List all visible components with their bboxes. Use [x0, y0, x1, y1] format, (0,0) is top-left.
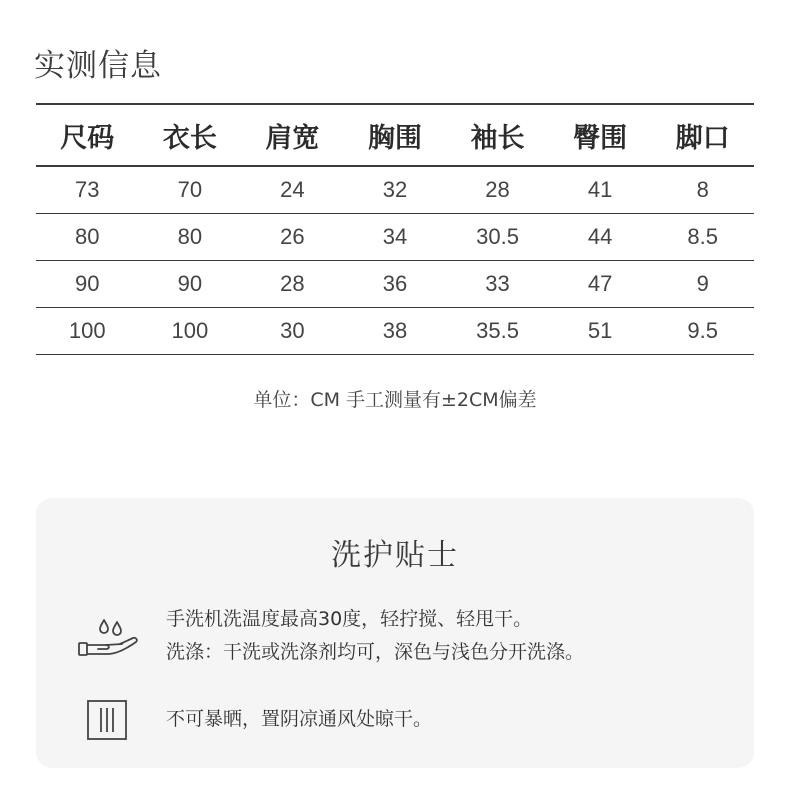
table-cell: 38 [382, 318, 408, 343]
wash-line-2: 洗涤：干洗或洗涤剂均可，深色与浅色分开洗涤。 [166, 641, 585, 663]
size-table [36, 103, 754, 355]
care-tips-title: 洗护贴士 [331, 538, 459, 573]
table-cell: 34 [382, 224, 408, 249]
wash-line-1: 手洗机洗温度最高30度，轻拧搅、轻甩干。 [166, 608, 533, 630]
table-cell: 9 [696, 271, 709, 296]
table-row [36, 166, 754, 214]
table-cell: 44 [587, 224, 613, 249]
table-cell: 9.5 [687, 318, 718, 343]
table-cell: 100 [171, 318, 209, 343]
table-cell: 32 [382, 177, 408, 202]
header-hip: 臀围 [573, 122, 628, 154]
table-cell: 73 [75, 177, 100, 202]
care-tips-panel [36, 498, 754, 768]
table-cell: 30.5 [476, 224, 519, 249]
table-cell: 70 [177, 177, 203, 202]
header-length: 衣长 [162, 122, 217, 154]
table-cell: 100 [68, 318, 106, 343]
table-cell: 47 [587, 271, 613, 296]
table-cell: 51 [587, 318, 613, 343]
table-cell: 8.5 [687, 224, 718, 249]
section-title: 实测信息 [34, 48, 162, 84]
table-cell: 35.5 [476, 318, 519, 343]
measurement-note: 单位：CM 手工测量有±2CM偏差 [253, 389, 537, 411]
header-hem: 脚口 [675, 122, 730, 154]
table-cell: 24 [280, 177, 305, 202]
table-cell: 8 [696, 177, 709, 202]
table-row [36, 214, 754, 261]
table-cell: 33 [485, 271, 510, 296]
table-cell: 80 [177, 224, 203, 249]
header-sleeve: 袖长 [470, 122, 525, 154]
table-row [36, 308, 754, 355]
wash-instructions [166, 603, 584, 669]
dry-instructions: 不可暴晒，置阴凉通风处晾干。 [166, 708, 433, 730]
table-cell: 90 [177, 271, 203, 296]
table-cell: 28 [485, 177, 510, 202]
table-header-row [36, 104, 754, 166]
table-cell: 80 [75, 224, 100, 249]
hand-wash-icon [76, 616, 140, 662]
table-cell: 90 [75, 271, 100, 296]
header-chest: 胸围 [367, 122, 422, 154]
line-dry-icon [86, 699, 128, 741]
table-cell: 28 [280, 271, 305, 296]
table-cell: 36 [382, 271, 408, 296]
table-cell: 30 [280, 318, 305, 343]
table-cell: 26 [280, 224, 305, 249]
header-size: 尺码 [60, 122, 115, 154]
table-row [36, 261, 754, 308]
table-cell: 41 [587, 177, 613, 202]
header-shoulder: 肩宽 [265, 122, 320, 154]
